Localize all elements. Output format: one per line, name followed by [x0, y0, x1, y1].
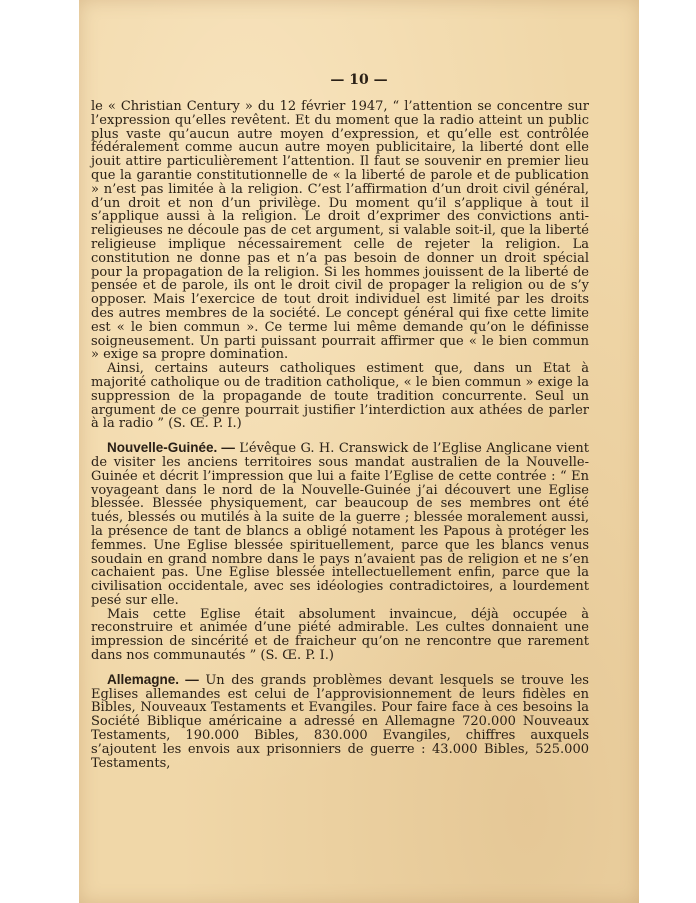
section-text: L’évêque G. H. Cranswick de l’Eglise Anglicane vient de visiter les anciens territoires sous mandat australien de la Nouvelle-Guinée et décrit l’impression que lui a faite l’Eglise de cette contrée : “ En voyageant dans le nord de la Nouvelle-Guinée j’ai découvert une Eglise blessée. Blessée physiquement, car beaucoup de ses membres ont été tués, blessés ou mutilés à la suite de la guerre ; blessée moralement aussi, la présence de tant de blancs a obligé notament les Papous à protéger les femmes. Une Eglise blessée spirituellement, parce que les blancs venus soudain en grand nombre dans le pays n’avaient pas de religion et ne s’en cachaient pas. Une Eglise blessée intellectuellement enfin, parce que la civilisation occidentale, avec ses idéologies contradictoires, a lourdement pesé sur elle. — [91, 441, 589, 608]
section-heading: Allemagne. — — [107, 671, 199, 687]
page-number: — 10 — — [330, 72, 388, 88]
paragraph: Ainsi, certains auteurs catholiques estiment que, dans un Etat à majorité catholique ou de tradition catholique, « le bien commun » exige la suppression de la propagande de toute tradition concurrente. Seul un argument de ce genre pourrait justifier l’interdiction aux athées de parler à la radio ” (S. Œ. P. I.) — [91, 361, 589, 432]
section-text: Un des grands problèmes devant lesquels se trouve les Eglises allemandes est celui de l’approvisionnement de leurs fidèles en Bibles, Nouveaux Testaments et Evangiles. Pour faire face à ces besoins la Société Biblique américaine a adressé en Allemagne 720.000 Nouveaux Testaments, 190.000 Bibles, 830.000 Evangiles, chiffres auxquels s’ajoutent les envois aux prisonniers de guerre : 43.000 Bibles, 525.000 Testaments, — [91, 672, 589, 771]
section-heading: Nouvelle-Guinée. — — [107, 440, 235, 456]
section-allemagne — [91, 673, 589, 771]
section-nouvelle-guinee — [91, 441, 589, 608]
page-text — [91, 100, 589, 770]
paragraph: Mais cette Eglise était absolument invaincue, déjà occupée à reconstruire et animée d’une piété admirable. Les cultes donnaient une impression de sincérité et de fraicheur qu’on ne rencontre que rarement dans nos communautés ” (S. Œ. P. I.) — [91, 606, 589, 664]
paragraph: le « Christian Century » du 12 février 1947, “ l’attention se concentre sur l’expression qu’elles revêtent. Et du moment que la radio atteint un public plus vaste qu’aucun autre moyen d’expression, et qu’elle est contrôlée fédéralement comme aucun autre moyen publicitaire, la liberté dont elle jouit attire particulièrement l’attention. Il faut se souvenir en premier lieu que la garantie constitutionnelle de « la liberté de parole et de publication » n’est pas limitée à la religion. C’est l’affirmation d’un droit civil général, d’un droit et non d’un privilège. Du moment qu’il s’applique à tout il s’applique aussi à la religion. Le droit d’exprimer des convictions anti-religieuses ne découle pas de cet argument, si valable soit-il, que la liberté religieuse implique nécessairement celle de rejeter la religion. La constitution ne donne pas et n’a pas besoin de donner un droit spécial pour la propagation de la religion. Si les hommes jouissent de la liberté de pensée et de parole, ils ont le droit civil de propager la religion ou de s’y opposer. Mais l’exercice de tout droit individuel est limité par les droits des autres membres de la société. Le concept général qui fixe cette limite est « le bien commun ». Ce terme lui même demande qu’on le définisse soigneusement. Un parti puissant pourrait affirmer que « le bien commun » exige sa propre domination. — [91, 99, 589, 363]
